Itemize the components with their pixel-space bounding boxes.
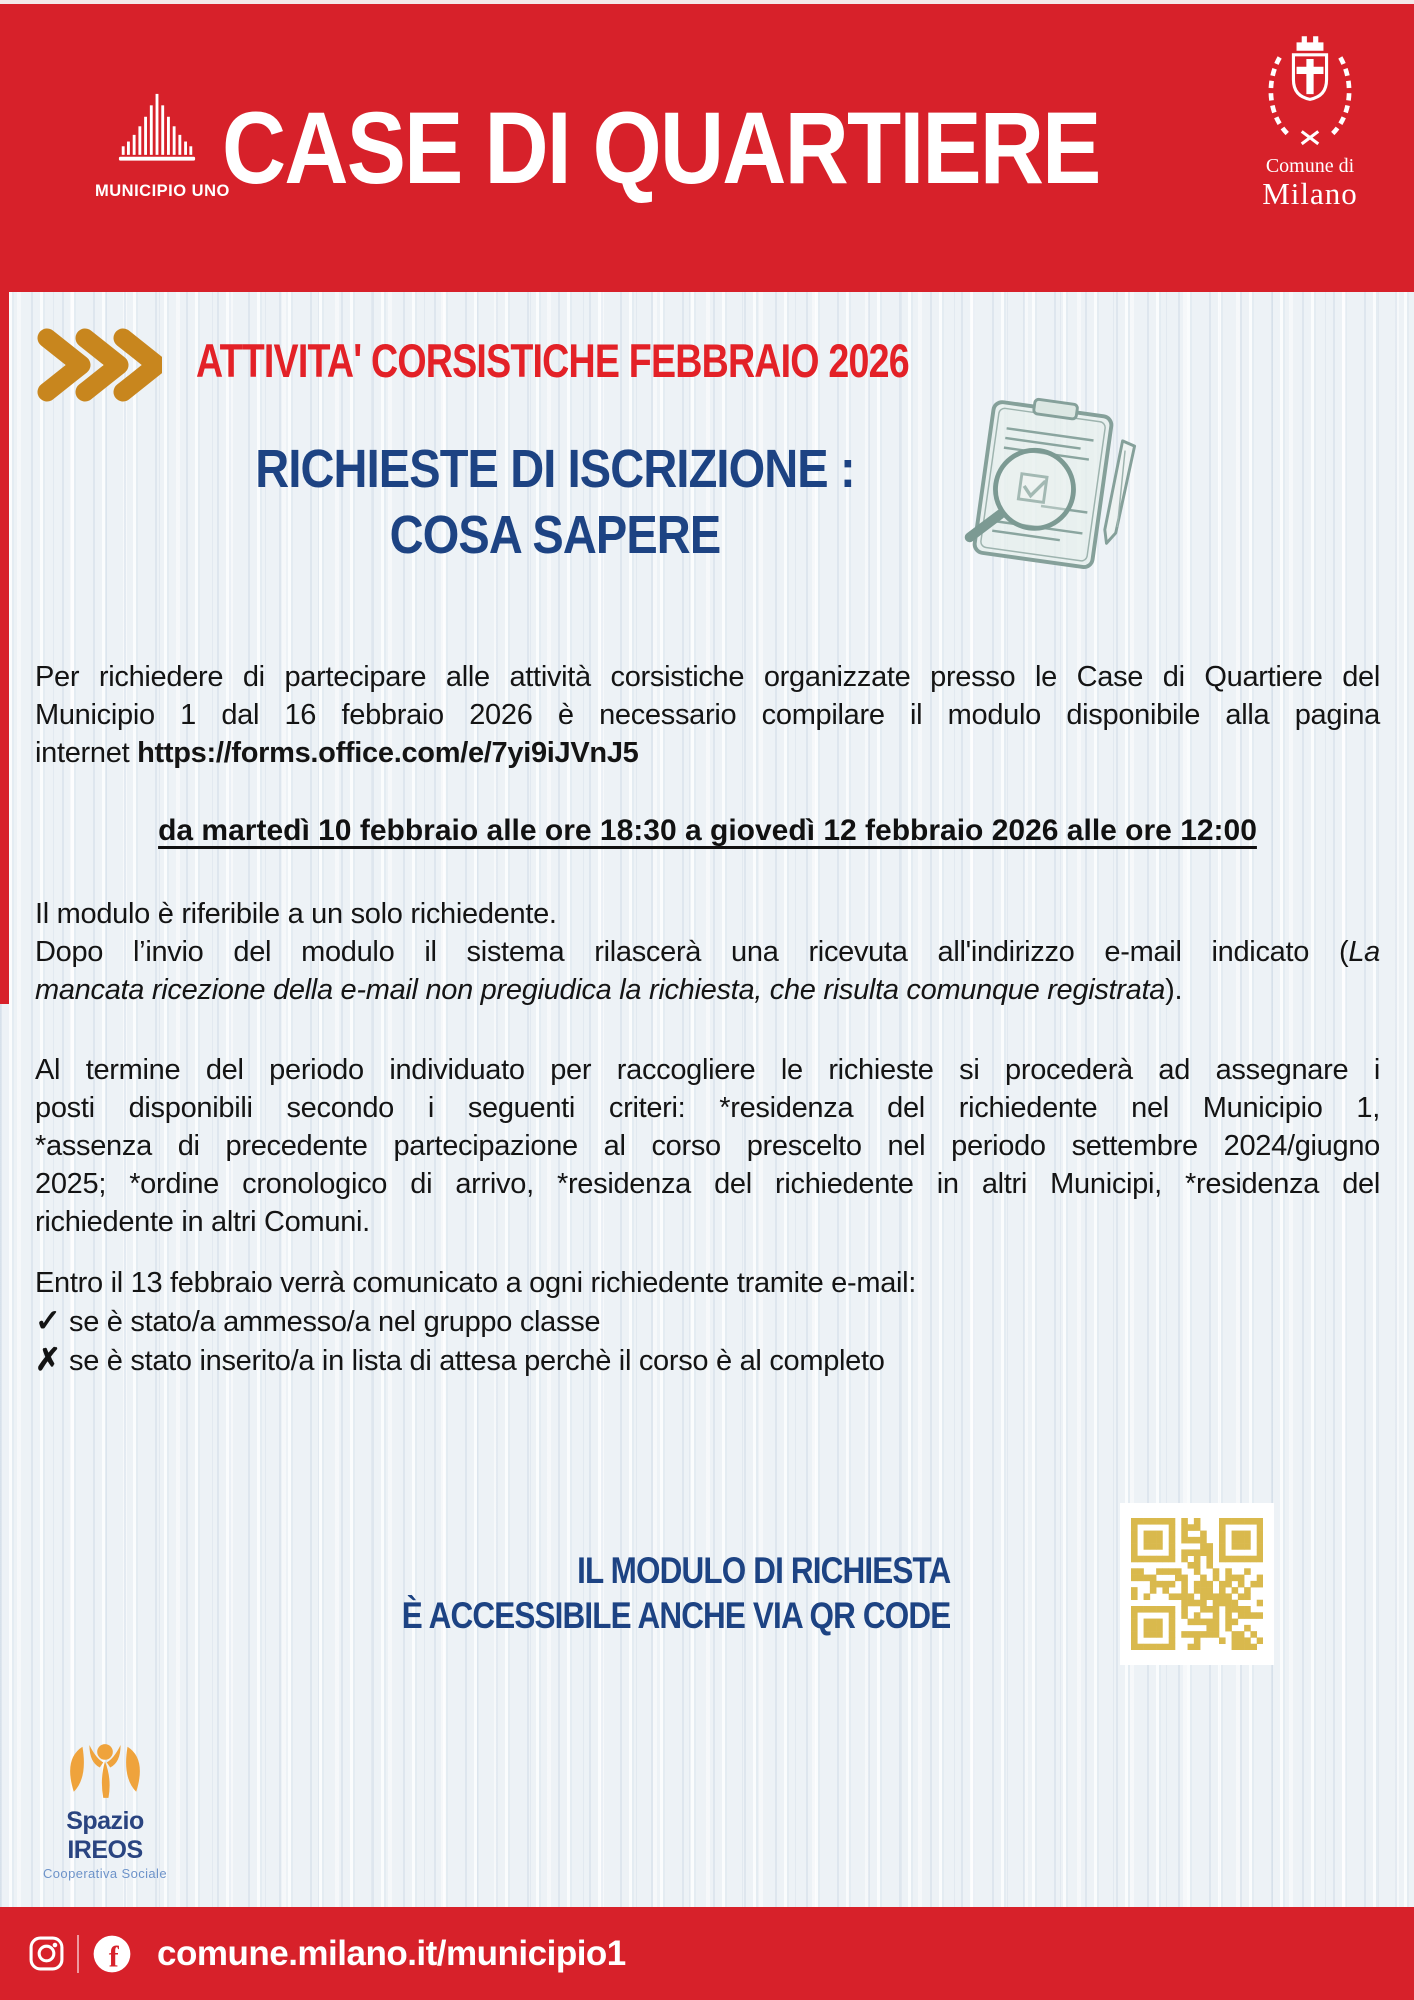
page-title: CASE DI QUARTIERE <box>222 91 1100 205</box>
facebook-icon[interactable] <box>91 1933 133 1975</box>
comune-milano-label-line1: Comune di <box>1265 155 1355 177</box>
clipboard-magnifier-pen-illustration <box>942 390 1157 585</box>
paragraph-esito <box>35 1264 1380 1380</box>
triple-chevron-icon <box>36 328 162 402</box>
left-edge-strip <box>0 292 9 1004</box>
paragraph-modulo <box>35 895 1380 1009</box>
paragraph-italic: La <box>1348 936 1380 968</box>
paragraph-line: Per richiedere di partecipare alle attività corsistiche organizzate presso le Case di Quartiere del <box>35 661 1380 693</box>
paragraph-line <box>35 933 1380 971</box>
spazio-ireos-icon <box>53 1738 157 1804</box>
main-heading <box>194 436 916 568</box>
striped-dome-icon <box>102 92 212 172</box>
header-banner <box>0 4 1414 292</box>
paragraph-line: richiedente in altri Comuni. <box>35 1206 370 1238</box>
qr-caption-line1: IL MODULO DI RICHIESTA <box>576 1550 950 1591</box>
paragraph-intro <box>35 658 1380 772</box>
municipio-uno-logo <box>95 92 230 201</box>
paragraph-line: posti disponibili secondo i seguenti criteri: *residenza del richiedente nel Municipio 1, <box>35 1092 1380 1124</box>
check-text: se è stato/a ammesso/a nel gruppo classe <box>69 1306 601 1338</box>
spazio-ireos-name: Spazio IREOS <box>66 1807 144 1864</box>
footer-url[interactable]: comune.milano.it/municipio1 <box>157 1933 626 1973</box>
facebook-f-glyph: f <box>108 1939 119 1973</box>
paragraph-line: Municipio 1 dal 16 febbraio 2026 è necessario compilare il modulo disponibile alla pagina <box>35 699 1380 731</box>
paragraph-line: Il modulo è riferibile a un solo richiedente. <box>35 898 557 930</box>
paragraph-line <box>35 734 1380 772</box>
deadline-line: da martedì 10 febbraio alle ore 18:30 a giovedì 12 febbraio 2026 alle ore 12:00 <box>158 814 1257 847</box>
paragraph-line <box>35 1302 1380 1341</box>
forms-link[interactable]: https://forms.office.com/e/7yi9iJVnJ5 <box>137 737 639 769</box>
paragraph-line: *assenza di precedente partecipazione al corso prescelto nel periodo settembre 2024/giugno <box>35 1130 1380 1162</box>
qr-code-icon <box>1131 1518 1263 1650</box>
spazio-ireos-subtitle: Cooperativa Sociale <box>43 1866 167 1881</box>
spazio-ireos-logo <box>40 1738 170 1881</box>
paragraph-line: Al termine del periodo individuato per raccogliere le richieste si procederà ad assegnare i <box>35 1054 1380 1086</box>
comune-milano-label-line2: Milano <box>1262 176 1358 211</box>
paragraph-italic: mancata ricezione della e-mail non pregiudica la richiesta, che risulta comunque registrata <box>35 974 1166 1006</box>
qr-caption <box>401 1548 950 1638</box>
main-heading-line2: COSA SAPERE <box>389 505 721 565</box>
footer-bar <box>0 1907 1414 2000</box>
instagram-icon[interactable] <box>28 1935 65 1972</box>
paragraph-text: ). <box>1165 974 1183 1006</box>
internet-label: internet <box>35 737 138 769</box>
paragraph-line <box>35 971 1380 1009</box>
main-heading-line1: RICHIESTE DI ISCRIZIONE : <box>255 439 855 499</box>
footer-divider <box>77 1935 79 1973</box>
paragraph-line <box>35 1341 1380 1380</box>
comune-milano-logo <box>1242 30 1378 212</box>
cross-icon: ✗ <box>35 1342 61 1377</box>
section-title: ATTIVITA' CORSISTICHE FEBBRAIO 2026 <box>196 334 909 387</box>
qr-caption-line2: È ACCESSIBILE ANCHE VIA QR CODE <box>401 1595 950 1636</box>
paragraph-line: Entro il 13 febbraio verrà comunicato a ogni richiedente tramite e-mail: <box>35 1267 917 1299</box>
paragraph-criteri <box>35 1051 1380 1241</box>
laurel-crest-icon <box>1258 30 1362 148</box>
check-icon: ✓ <box>35 1303 61 1338</box>
paragraph-line: 2025; *ordine cronologico di arrivo, *residenza del richiedente in altri Municipi, *residenza del <box>35 1168 1380 1200</box>
cross-text: se è stato inserito/a in lista di attesa perchè il corso è al completo <box>69 1345 885 1377</box>
paragraph-text: Dopo l’invio del modulo il sistema rilascerà una ricevuta all'indirizzo e-mail indicato ( <box>35 936 1349 968</box>
qr-code <box>1120 1503 1274 1665</box>
municipio-uno-label: MUNICIPIO UNO <box>95 182 230 200</box>
